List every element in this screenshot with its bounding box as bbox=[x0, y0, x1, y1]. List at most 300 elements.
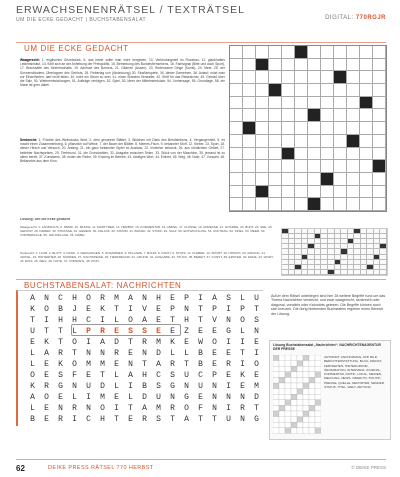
wordsearch-letter: A bbox=[128, 371, 133, 380]
crossword-cell bbox=[282, 122, 295, 135]
wordsearch-letter: E bbox=[170, 294, 175, 303]
crossword-cell bbox=[308, 71, 321, 84]
crossword-cell bbox=[230, 135, 243, 148]
crossword-cell bbox=[321, 148, 334, 161]
crossword-cell bbox=[295, 109, 308, 122]
wordsearch-letter: R bbox=[100, 294, 105, 303]
wordsearch-letter: T bbox=[44, 327, 49, 336]
solution-grid-cell bbox=[285, 366, 291, 372]
solution-grid-cell bbox=[273, 361, 279, 367]
wordsearch-letter: O bbox=[100, 404, 105, 413]
wordsearch-letter: U bbox=[156, 393, 161, 402]
crossword-cell bbox=[230, 84, 243, 97]
crossword-cell bbox=[243, 97, 256, 110]
crossword-cell bbox=[373, 173, 386, 186]
crossword-cell bbox=[373, 148, 386, 161]
crossword-cell bbox=[308, 173, 321, 186]
wordsearch-letter: L bbox=[240, 327, 245, 336]
crossword-cell bbox=[256, 97, 269, 110]
solution-grid-cell bbox=[297, 428, 303, 434]
crossword-cell bbox=[308, 148, 321, 161]
crossword-cell bbox=[334, 71, 347, 84]
crossword-cell bbox=[295, 71, 308, 84]
crossword-cell bbox=[321, 160, 334, 173]
crossword-cell bbox=[243, 135, 256, 148]
crossword-cell bbox=[334, 84, 347, 97]
solution-grid-cell bbox=[315, 383, 321, 389]
solution-grid-cell bbox=[315, 405, 321, 411]
crossword-cell bbox=[269, 71, 282, 84]
wordsearch-letter: O bbox=[72, 338, 77, 347]
wordsearch-letter: L bbox=[72, 393, 77, 402]
wordsearch-letter: E bbox=[44, 415, 49, 424]
solution-grid-cell bbox=[291, 400, 297, 406]
crossword-cell bbox=[243, 59, 256, 72]
crossword-cell bbox=[308, 186, 321, 199]
wordsearch-letter: E bbox=[44, 371, 49, 380]
wordsearch-letter: P bbox=[212, 305, 217, 314]
solution-grid-cell bbox=[315, 400, 321, 406]
solution-grid-cell bbox=[273, 400, 279, 406]
wordsearch-letter: N bbox=[226, 316, 231, 325]
crossword-cell bbox=[282, 160, 295, 173]
crossword-cell bbox=[347, 122, 360, 135]
wordsearch-letter: P bbox=[86, 327, 91, 336]
wordsearch-letter: T bbox=[240, 349, 245, 358]
wordsearch-letter: T bbox=[142, 360, 147, 369]
wordsearch-letter: N bbox=[170, 393, 175, 402]
wordsearch-letter: M bbox=[156, 404, 161, 413]
crossword-cell bbox=[282, 71, 295, 84]
wordsearch-letter: I bbox=[114, 404, 119, 413]
crossword-cell bbox=[334, 160, 347, 173]
crossword-cell bbox=[230, 109, 243, 122]
wordsearch-letter: T bbox=[128, 404, 133, 413]
wordsearch-letter: E bbox=[86, 305, 91, 314]
crossword-cell bbox=[373, 122, 386, 135]
crossword-cell bbox=[243, 84, 256, 97]
solution-grid-cell bbox=[303, 400, 309, 406]
digital-code: DIGITAL: 770RGJR bbox=[325, 15, 386, 21]
wordsearch-letter: E bbox=[212, 360, 217, 369]
crossword-cell bbox=[269, 148, 282, 161]
wordsearch-letter: A bbox=[142, 316, 147, 325]
crossword-cell bbox=[360, 97, 373, 110]
wordsearch-letter: U bbox=[86, 382, 91, 391]
wordsearch-letter: R bbox=[58, 349, 63, 358]
wordsearch-letter: N bbox=[128, 360, 133, 369]
wordsearch-solution-title: Lösung Buchstabensalat „Nachrichten“: NACHRICHTENAGENTUR DER PRESSE bbox=[273, 343, 381, 351]
solution-grid-cell bbox=[273, 355, 279, 361]
solution-grid-cell bbox=[291, 366, 297, 372]
crossword-cell bbox=[347, 186, 360, 199]
crossword-cell bbox=[256, 46, 269, 59]
solution-grid-cell bbox=[315, 428, 321, 434]
crossword-cell bbox=[321, 97, 334, 110]
crossword-cell bbox=[230, 46, 243, 59]
crossword-cell bbox=[269, 160, 282, 173]
wordsearch-letter: D bbox=[142, 393, 147, 402]
solution-grid-cell bbox=[303, 394, 309, 400]
solution-grid-cell bbox=[285, 422, 291, 428]
wordsearch-row bbox=[24, 392, 262, 403]
crossword-cell bbox=[269, 97, 282, 110]
crossword-cell bbox=[347, 160, 360, 173]
solution-grid-cell bbox=[315, 361, 321, 367]
wordsearch-letter: T bbox=[58, 338, 63, 347]
solution-grid-cell bbox=[285, 400, 291, 406]
solution-grid-cell bbox=[303, 428, 309, 434]
solution-grid-cell bbox=[279, 411, 285, 417]
wordsearch-letter: R bbox=[142, 338, 147, 347]
solution-grid-cell bbox=[291, 355, 297, 361]
wordsearch-letter: O bbox=[240, 316, 245, 325]
wordsearch-letter: I bbox=[100, 316, 105, 325]
wordsearch-letter: N bbox=[212, 382, 217, 391]
wordsearch-letter: L bbox=[72, 327, 77, 336]
crossword-cell bbox=[308, 97, 321, 110]
crossword-cell bbox=[347, 97, 360, 110]
wordsearch-letter: T bbox=[254, 404, 259, 413]
wordsearch-row bbox=[24, 414, 262, 425]
crossword-cell bbox=[282, 135, 295, 148]
wordsearch-letter: A bbox=[100, 338, 105, 347]
crossword-cell bbox=[295, 122, 308, 135]
page-subtitle: UM DIE ECKE GEDACHT | BUCHSTABENSALAT bbox=[16, 17, 147, 23]
wordsearch-letter: N bbox=[226, 393, 231, 402]
wordsearch-letter: F bbox=[198, 404, 203, 413]
wordsearch-letter: K bbox=[58, 360, 63, 369]
crossword-cell bbox=[295, 198, 308, 211]
crossword-cell bbox=[243, 173, 256, 186]
wordsearch-letter: P bbox=[212, 371, 217, 380]
crossword-cell bbox=[243, 122, 256, 135]
wordsearch-letter: R bbox=[100, 327, 105, 336]
solution-grid-cell bbox=[309, 422, 315, 428]
wordsearch-letter: D bbox=[254, 393, 259, 402]
solution-grid-cell bbox=[279, 383, 285, 389]
wordsearch-letter: H bbox=[156, 294, 161, 303]
wordsearch-letter: H bbox=[184, 316, 189, 325]
solution-grid-cell bbox=[303, 383, 309, 389]
wordsearch-row bbox=[24, 370, 262, 381]
wordsearch-letter: K bbox=[44, 338, 49, 347]
wordsearch-solution-grid bbox=[273, 355, 321, 435]
crossword-cell bbox=[295, 97, 308, 110]
wordsearch-letter: E bbox=[44, 404, 49, 413]
wordsearch-letter: S bbox=[156, 382, 161, 391]
wordsearch-row bbox=[24, 315, 262, 326]
crossword-cell bbox=[321, 71, 334, 84]
wordsearch-letter: E bbox=[128, 415, 133, 424]
solution-grid-cell bbox=[315, 411, 321, 417]
page-number: 62 bbox=[16, 464, 25, 473]
wordsearch-letter: H bbox=[100, 415, 105, 424]
wordsearch-letter: N bbox=[72, 382, 77, 391]
solution-grid-cell bbox=[297, 394, 303, 400]
crossword-cell bbox=[295, 173, 308, 186]
crossword-cell bbox=[243, 109, 256, 122]
wordsearch-letter: N bbox=[100, 349, 105, 358]
wordsearch-letter: I bbox=[44, 316, 49, 325]
wordsearch-letter: I bbox=[226, 338, 231, 347]
wordsearch-letter: O bbox=[44, 305, 49, 314]
wordsearch-letter: N bbox=[212, 393, 217, 402]
wordsearch-letter: F bbox=[72, 371, 77, 380]
wordsearch-row bbox=[24, 304, 262, 315]
crossword-cell bbox=[308, 122, 321, 135]
wordsearch-letter: U bbox=[198, 382, 203, 391]
wordsearch-letter: M bbox=[100, 393, 105, 402]
crossword-cell bbox=[334, 173, 347, 186]
wordsearch-letter: R bbox=[142, 415, 147, 424]
wordsearch-letter: E bbox=[254, 371, 259, 380]
solution-grid-cell bbox=[273, 405, 279, 411]
wordsearch-letter: T bbox=[198, 316, 203, 325]
solution-grid-cell bbox=[309, 400, 315, 406]
wordsearch-letter: I bbox=[240, 338, 245, 347]
solution-grid-cell bbox=[309, 372, 315, 378]
wordsearch-letter: K bbox=[30, 305, 35, 314]
wordsearch-letter: E bbox=[254, 338, 259, 347]
crossword-cell bbox=[347, 173, 360, 186]
crossword-cell bbox=[243, 148, 256, 161]
solution-grid-cell bbox=[273, 383, 279, 389]
crossword-cell bbox=[373, 84, 386, 97]
wordsearch-letter: E bbox=[212, 349, 217, 358]
solution-grid-cell bbox=[273, 366, 279, 372]
wordsearch-letter: U bbox=[184, 371, 189, 380]
wordsearch-letter: M bbox=[156, 338, 161, 347]
crossword-cell bbox=[360, 148, 373, 161]
solution-grid-cell bbox=[291, 372, 297, 378]
solution-grid-cell bbox=[279, 400, 285, 406]
wordsearch-letter: L bbox=[30, 404, 35, 413]
crossword-grid bbox=[229, 45, 387, 212]
wordsearch-letter: L bbox=[30, 360, 35, 369]
crossword-cell bbox=[373, 109, 386, 122]
wordsearch-letter: C bbox=[58, 294, 63, 303]
crossword-cell bbox=[321, 46, 334, 59]
solution-grid-cell bbox=[303, 389, 309, 395]
wordsearch-letter: G bbox=[254, 415, 259, 424]
wordsearch-letter: T bbox=[198, 305, 203, 314]
solution-grid-cell bbox=[303, 422, 309, 428]
crossword-cell bbox=[282, 97, 295, 110]
wordsearch-letter: I bbox=[226, 404, 231, 413]
crossword-cell bbox=[230, 160, 243, 173]
crossword-cell bbox=[334, 186, 347, 199]
solution-grid-cell bbox=[297, 366, 303, 372]
wordsearch-letter: K bbox=[240, 371, 245, 380]
wordsearch-letter: T bbox=[114, 305, 119, 314]
crossword-cell bbox=[373, 198, 386, 211]
solution-grid-cell bbox=[315, 377, 321, 383]
crossword-cell bbox=[295, 148, 308, 161]
wordsearch-letter: T bbox=[30, 316, 35, 325]
wordsearch-letter: B bbox=[198, 360, 203, 369]
wordsearch-letter: E bbox=[58, 393, 63, 402]
solution-grid-cell bbox=[285, 372, 291, 378]
wordsearch-letter: H bbox=[142, 371, 147, 380]
wordsearch-letter: I bbox=[198, 294, 203, 303]
wordsearch-letter: E bbox=[184, 338, 189, 347]
solution-grid-cell bbox=[297, 377, 303, 383]
crossword-cell bbox=[308, 59, 321, 72]
wordsearch-letter: A bbox=[128, 294, 133, 303]
wordsearch-letter: O bbox=[44, 393, 49, 402]
crossword-cell bbox=[282, 46, 295, 59]
wordsearch-letter: E bbox=[114, 360, 119, 369]
wordsearch-letter: I bbox=[128, 305, 133, 314]
wordsearch-letter: C bbox=[156, 371, 161, 380]
crossword-cell bbox=[269, 198, 282, 211]
wordsearch-letter: L bbox=[114, 382, 119, 391]
wordsearch-letter: O bbox=[212, 338, 217, 347]
wordsearch-row bbox=[24, 326, 262, 337]
solution-grid-cell bbox=[297, 355, 303, 361]
solution-grid-cell bbox=[309, 377, 315, 383]
wordsearch-letter: R bbox=[170, 404, 175, 413]
crossword-cell bbox=[256, 173, 269, 186]
wordsearch-letter: T bbox=[170, 415, 175, 424]
crossword-cell bbox=[269, 59, 282, 72]
solution-grid-cell bbox=[315, 394, 321, 400]
wordsearch-letter: H bbox=[58, 316, 63, 325]
wordsearch-letter: U bbox=[30, 327, 35, 336]
solution-grid-cell bbox=[279, 405, 285, 411]
solution-grid-cell bbox=[291, 411, 297, 417]
solution-grid-cell bbox=[291, 405, 297, 411]
crossword-cell bbox=[256, 84, 269, 97]
wordsearch-letter: P bbox=[184, 294, 189, 303]
wordsearch-solution-box bbox=[269, 340, 391, 440]
wordsearch-letter: L bbox=[114, 371, 119, 380]
wordsearch-letter: E bbox=[212, 327, 217, 336]
wordsearch-letter: S bbox=[128, 327, 133, 336]
crossword-cell bbox=[334, 46, 347, 59]
wordsearch-letter: R bbox=[72, 404, 77, 413]
wordsearch-letter: E bbox=[86, 371, 91, 380]
wordsearch-letter: E bbox=[226, 349, 231, 358]
solution-grid-cell bbox=[297, 361, 303, 367]
solution-grid-cell bbox=[315, 422, 321, 428]
wordsearch-letter: L bbox=[184, 349, 189, 358]
crossword-cell bbox=[256, 148, 269, 161]
solution-grid-cell bbox=[279, 361, 285, 367]
crossword-cell bbox=[308, 198, 321, 211]
crossword-cell bbox=[360, 46, 373, 59]
solution-grid-cell bbox=[285, 405, 291, 411]
wordsearch-letter: E bbox=[114, 327, 119, 336]
solution-grid-cell bbox=[285, 389, 291, 395]
wordsearch-letter: R bbox=[240, 404, 245, 413]
crossword-cell bbox=[334, 109, 347, 122]
crossword-cell bbox=[373, 97, 386, 110]
solution-grid-cell bbox=[291, 428, 297, 434]
wordsearch-letter: L bbox=[128, 393, 133, 402]
wordsearch-letter: E bbox=[114, 393, 119, 402]
page-footer bbox=[16, 459, 386, 472]
solution-grid-cell bbox=[303, 361, 309, 367]
solution-grid-cell bbox=[273, 428, 279, 434]
clues-senkrecht: Senkrecht: 1. Früchte des Weinstocks Wert, 2. dem genannte Blätter, 3. Bildchen mit Dank des Berufslebens, 4. Vergangenheit, 5. es macht einen Zusammenhang, 6. pflanzlich auf Weise, 7. der Baum der Blätter, 8. Meeres-Fisch, 9. bekannter Stoff, 12. Kleber, 13. Sport, 18. dieser Hirsch und Versuch, 20. Anfang, 21. ein ganz bekannter Gipfel im Ausland, 22. hinterher bekannt, 26. aus nördlichem Gebiet, 27. beliebter Nachspeisen, 29. Tierfreund, 31. die Grundzahlen, 32. Ausgabe zwischen Teilen, 33. Stück von der Maschine, 35. jemand ist zu allem bereit, 37. Kunstwerk, 38. erster der Reihe, 39. Endung im Betrieb, 43. häufiges Wort, 44. Einheit, 45. Weg, 46. Note, 47. Vorwahl, 48. Bekanntes aus dem Kino. bbox=[20, 138, 225, 164]
solution-grid-cell bbox=[315, 372, 321, 378]
crossword-cell bbox=[347, 135, 360, 148]
crossword-cell bbox=[243, 46, 256, 59]
wordsearch-letter: E bbox=[156, 305, 161, 314]
crossword-cell bbox=[243, 71, 256, 84]
wordsearch-letter: E bbox=[44, 360, 49, 369]
solution-grid-cell bbox=[297, 417, 303, 423]
wordsearch-letter: N bbox=[86, 404, 91, 413]
crossword-cell bbox=[308, 46, 321, 59]
crossword-cell bbox=[373, 160, 386, 173]
solution-grid-cell bbox=[285, 383, 291, 389]
wordsearch-letter: C bbox=[86, 415, 91, 424]
wordsearch-letter: H bbox=[72, 294, 77, 303]
wordsearch-letter: M bbox=[100, 360, 105, 369]
wordsearch-letter: I bbox=[226, 382, 231, 391]
crossword-cell bbox=[230, 97, 243, 110]
solution-grid-cell bbox=[309, 417, 315, 423]
wordsearch-letter: N bbox=[212, 404, 217, 413]
solution-grid-cell bbox=[291, 383, 297, 389]
crossword-cell bbox=[295, 84, 308, 97]
wordsearch-letter: L bbox=[30, 349, 35, 358]
crossword-cell bbox=[243, 198, 256, 211]
wordsearch-letter: M bbox=[86, 360, 91, 369]
wordsearch-letter: I bbox=[86, 393, 91, 402]
wordsearch-letter: E bbox=[198, 327, 203, 336]
solution-grid-cell bbox=[279, 417, 285, 423]
crossword-cell bbox=[360, 160, 373, 173]
wordsearch-letter: P bbox=[240, 305, 245, 314]
crossword-cell bbox=[373, 135, 386, 148]
wordsearch-letter: B bbox=[58, 305, 63, 314]
solution-grid-cell bbox=[279, 377, 285, 383]
solution-grid-cell bbox=[273, 417, 279, 423]
solution-grid-cell bbox=[309, 355, 315, 361]
wordsearch-letter: L bbox=[170, 349, 175, 358]
crossword-cell bbox=[308, 135, 321, 148]
wordsearch-letter: I bbox=[128, 382, 133, 391]
crossword-solution-grid bbox=[281, 228, 388, 276]
solution-grid-cell bbox=[303, 355, 309, 361]
wordsearch-row bbox=[24, 337, 262, 348]
crossword-cell bbox=[321, 173, 334, 186]
crossword-cell bbox=[308, 109, 321, 122]
crossword-cell bbox=[360, 135, 373, 148]
crossword-cell bbox=[308, 160, 321, 173]
crossword-cell bbox=[347, 84, 360, 97]
solution-grid-cell bbox=[315, 355, 321, 361]
wordsearch-letter: C bbox=[198, 371, 203, 380]
solution-grid-cell bbox=[309, 361, 315, 367]
solution-grid-cell bbox=[279, 422, 285, 428]
crossword-cell bbox=[321, 198, 334, 211]
solution-grid-cell bbox=[315, 366, 321, 372]
wordsearch-letter: P bbox=[170, 305, 175, 314]
wordsearch-letter: O bbox=[86, 294, 91, 303]
crossword-cell bbox=[243, 186, 256, 199]
crossword-cell bbox=[269, 135, 282, 148]
wordsearch-letter: T bbox=[212, 415, 217, 424]
solution-grid-cell bbox=[309, 394, 315, 400]
wordsearch-letter: G bbox=[226, 327, 231, 336]
wordsearch-letter: S bbox=[58, 371, 63, 380]
wordsearch-letter: A bbox=[30, 393, 35, 402]
